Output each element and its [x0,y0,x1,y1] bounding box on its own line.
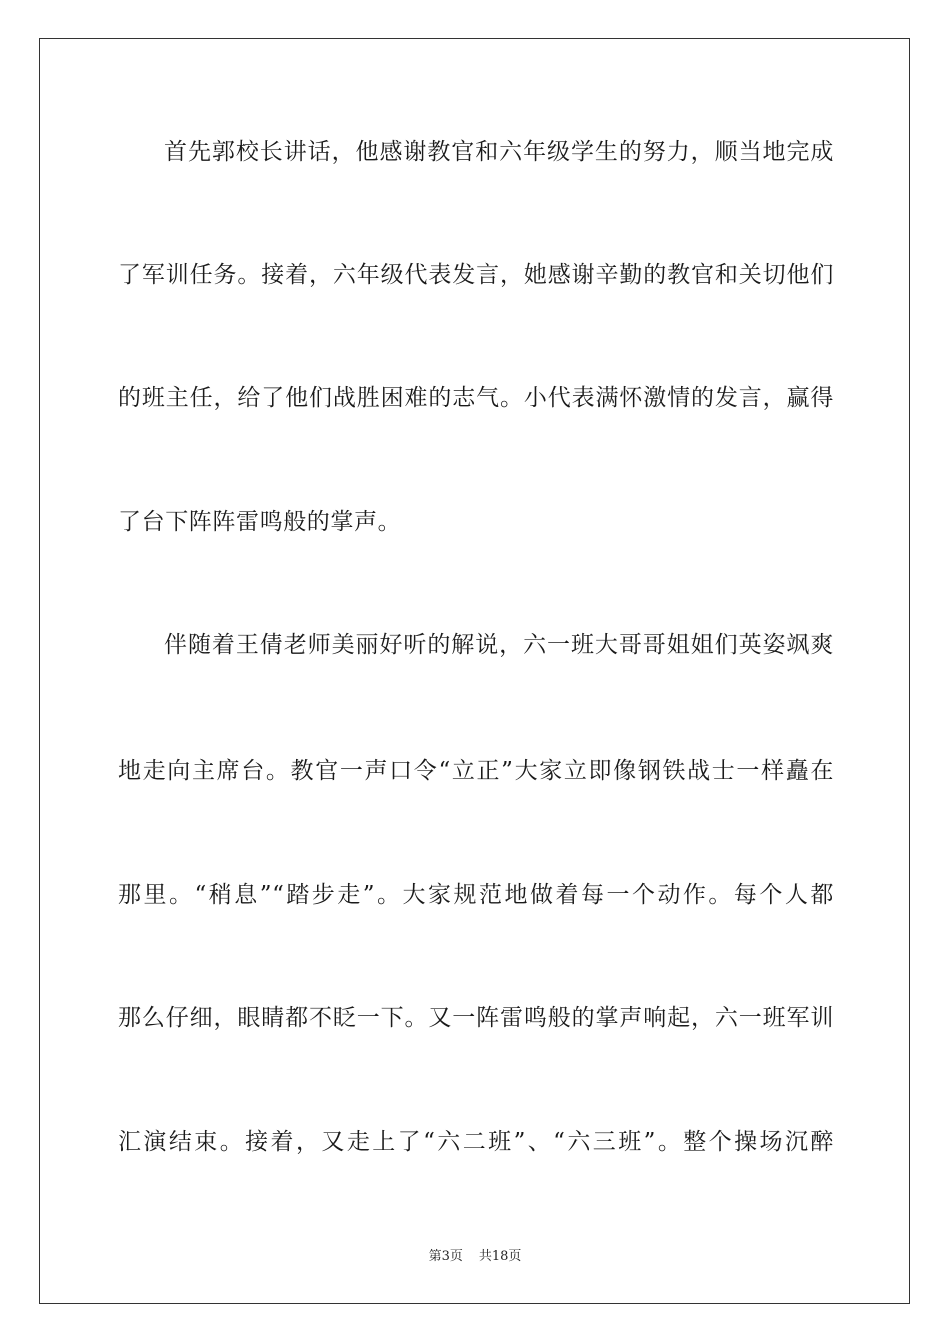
paragraph-2-line-3: 那里。“稍息”“踏步走”。大家规范地做着每一个动作。每个人都 [118,882,834,908]
paragraph-1-line-4: 了台下阵阵雷鸣般的掌声。 [118,509,402,535]
paragraph-2-line-4: 那么仔细，眼睛都不眨一下。又一阵雷鸣般的掌声响起，六一班军训 [118,1005,834,1031]
paragraph-2-line-1: 伴随着王倩老师美丽好听的解说，六一班大哥哥姐姐们英姿飒爽 [164,632,834,658]
paragraph-2-line-5: 汇演结束。接着，又走上了“六二班”、“六三班”。整个操场沉醉 [118,1129,834,1155]
page-border [39,38,910,1304]
paragraph-1-line-1: 首先郭校长讲话，他感谢教官和六年级学生的努力，顺当地完成 [164,139,834,165]
paragraph-1-line-3: 的班主任，给了他们战胜困难的志气。小代表满怀激情的发言，赢得 [118,385,834,411]
page-footer [0,1249,950,1265]
paragraph-1-line-2: 了军训任务。接着，六年级代表发言，她感谢辛勤的教官和关切他们 [118,262,834,288]
page-number: 第3页 [428,1249,463,1264]
paragraph-2-line-2: 地走向主席台。教官一声口令“立正”大家立即像钢铁战士一样矗在 [118,758,834,784]
page-total: 共18页 [478,1249,522,1264]
